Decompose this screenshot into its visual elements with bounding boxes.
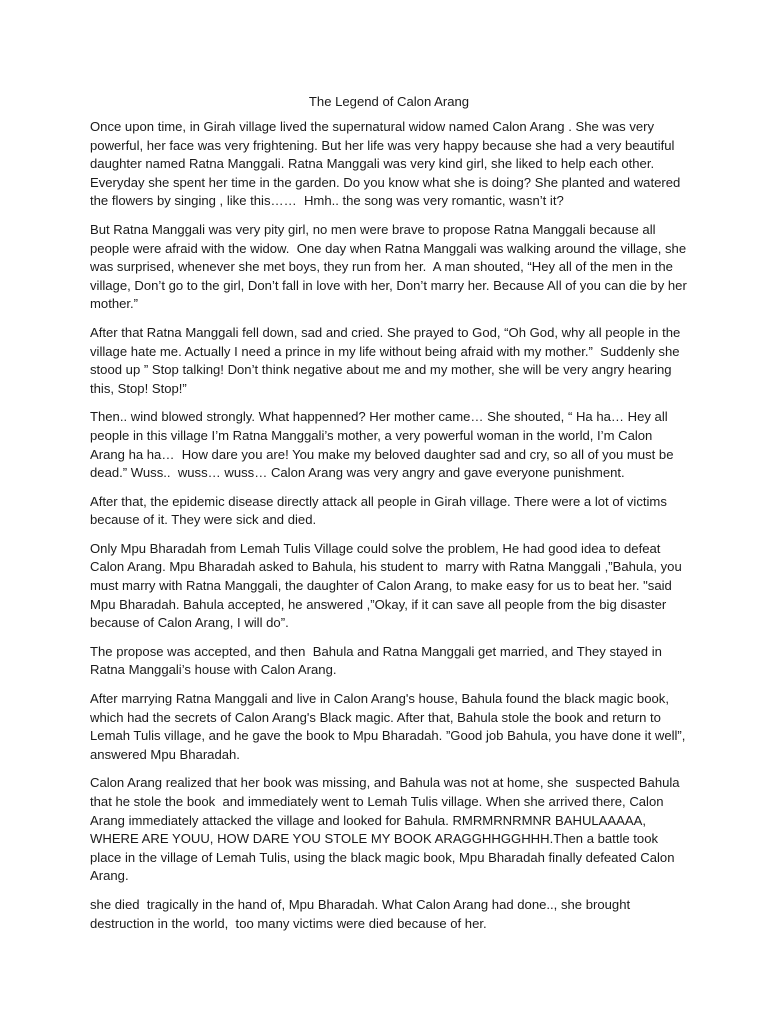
paragraph-3: After that Ratna Manggali fell down, sad and cried. She prayed to God, “Oh God, why all people in the village hate me. Actually I need a prince in my life without being afraid with my mother.” Suddenly she stood up ” Stop talking! Don’t think negative about me and my mother, she will be very angry hearing this, Stop! Stop!”: [90, 324, 684, 396]
paragraph-6: Only Mpu Bharadah from Lemah Tulis Village could solve the problem, He had good idea to defeat Calon Arang. Mpu Bharadah asked to Bahula, his student to marry with Ratna Manggali ,”Bahula, you must marry with Ratna Manggali, the daughter of Calon Arang, to make easy for us to beat her. "said Mpu Bharadah. Bahula accepted, he answered ,”Okay, if it can save all people from the big disaster because of Calon Arang, I will do”.: [90, 540, 686, 631]
document-page: [90, 91, 691, 943]
paragraph-8: After marrying Ratna Manggali and live in Calon Arang's house, Bahula found the black magic book, which had the secrets of Calon Arang's Black magic. After that, Bahula stole the book and return to Lemah Tulis village, and he gave the book to Mpu Bharadah. ”Good job Bahula, you have done it well”, answered Mpu Bharadah.: [90, 691, 690, 762]
document-title: The Legend of Calon Arang: [308, 94, 470, 109]
paragraph-4: Then.. wind blowed strongly. What happenned? Her mother came… She shouted, “ Ha ha… Hey all people in this village I’m Ratna Manggali’s mother, a very powerful woman in the world, I’m Calon Arang ha ha… How dare you are! You make my beloved daughter sad and cry, so all of you must be dead.” Wuss.. wuss… wuss… Calon Arang was very angry and gave everyone punishment.: [90, 409, 678, 481]
paragraph-2: But Ratna Manggali was very pity girl, no men were brave to propose Ratna Manggali because all people were afraid with the widow. One day when Ratna Manggali was walking around the village, she was surprised, whenever she met boys, they run from her. A man shouted, “Hey all of the men in the village, Don’t go to the girl, Don’t fall in love with her, Don’t marry her. Because All of you can die by her mother.”: [90, 221, 691, 312]
paragraph-7: The propose was accepted, and then Bahula and Ratna Manggali get married, and They stayed in Ratna Manggali’s house with Calon Arang.: [90, 643, 666, 678]
paragraph-5: After that, the epidemic disease directly attack all people in Girah village. There were a lot of victims because of it. They were sick and died.: [90, 493, 671, 528]
paragraph-10: she died tragically in the hand of, Mpu Bharadah. What Calon Arang had done.., she brought destruction in the world, too many victims were died because of her.: [90, 896, 634, 931]
paragraph-1: Once upon time, in Girah village lived the supernatural widow named Calon Arang . She was very powerful, her face was very frightening. But her life was very happy because she had a very beautiful daughter named Ratna Manggali. Ratna Manggali was very kind girl, she liked to help each other. Everyday she spent her time in the garden. Do you know what she is doing? She planted and watered the flowers by singing , like this…… Hmh.. the song was very romantic, wasn’t it?: [90, 119, 684, 209]
paragraph-9: Calon Arang realized that her book was missing, and Bahula was not at home, she suspected Bahula that he stole the book and immediately went to Lemah Tulis village. When she arrived there, Calon Arang immediately attacked the village and looked for Bahula. RMRMRNRMNR BAHULAAAAA, WHERE ARE YOUU, HOW DARE YOU STOLE MY BOOK ARAGGHHGGHHH.Then a battle took place in the village of Lemah Tulis, using the black magic book, Mpu Bharadah finally defeated Calon Arang.: [90, 775, 684, 884]
